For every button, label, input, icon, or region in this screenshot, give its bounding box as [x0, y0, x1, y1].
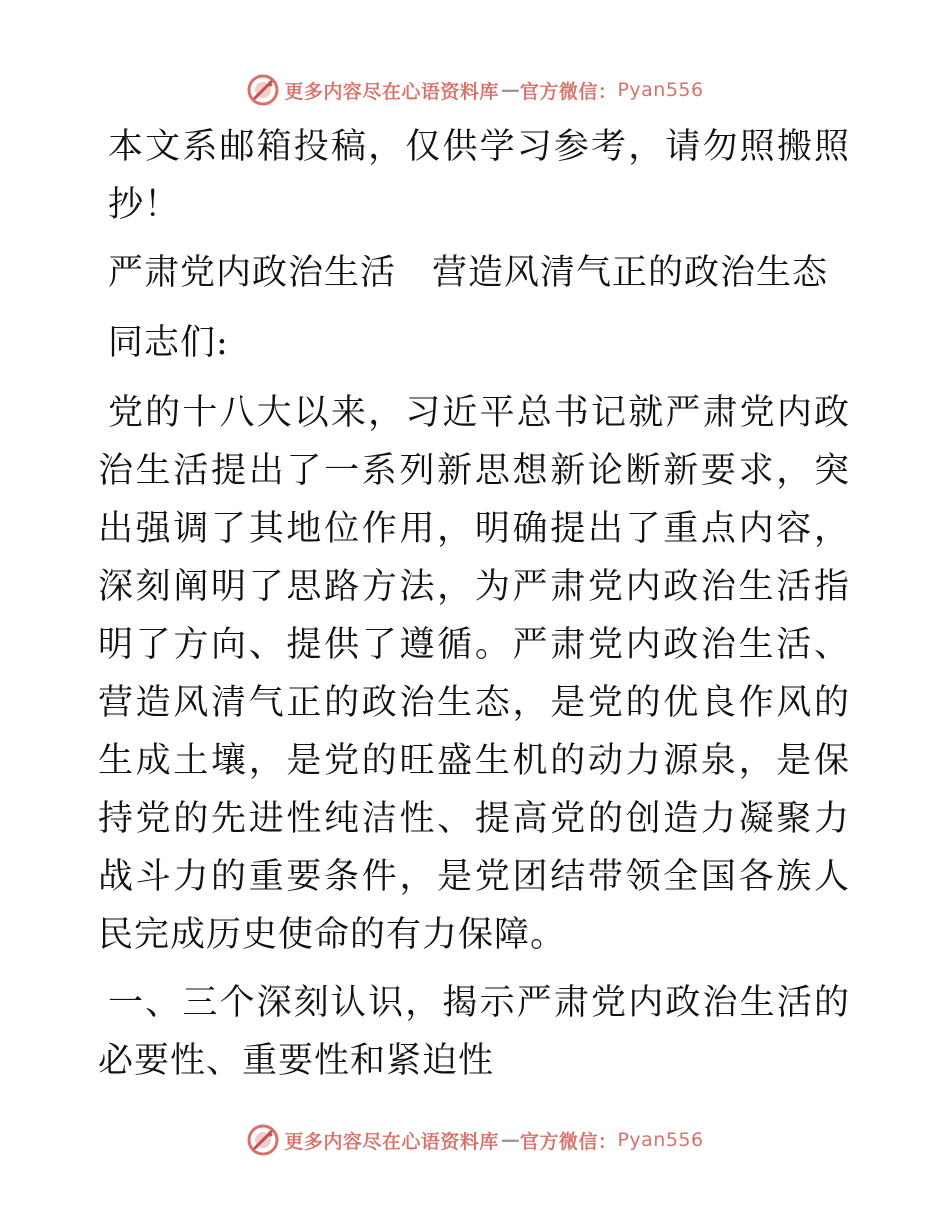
watermark-separator: —	[500, 79, 520, 101]
copyright-notice: 本文系邮箱投稿，仅供学习参考，请勿照搬照抄！	[108, 127, 850, 225]
body-paragraph: 党的十八大以来，习近平总书记就严肃党内政治生活提出了一系列新思想新论断新要求，突出强调了其地位作用，明确提出了重点内容，深刻阐明了思路方法，为严肃党内政治生活指明了方向、提供了遵循。严肃党内政治生活、营造风清气正的政治生态，是党的优良作风的生成土壤，是党的旺盛生机的动力源泉，是保持党的先进性纯洁性、提高党的创造力凝聚力战斗力的重要条件，是党团结带领全国各族人民完成历史使命的有力保障。	[98, 393, 850, 955]
footer-watermark	[0, 1120, 950, 1160]
watermark-wechat-id: Pyan556	[617, 1129, 704, 1151]
watermark-main-text: 更多内容尽在心语资料库	[284, 80, 499, 103]
watermark-main-text: 更多内容尽在心语资料库	[284, 1130, 499, 1153]
seal-logo-icon	[246, 73, 280, 107]
section-heading: 一、三个深刻认识，揭示严肃党内政治生活的必要性、重要性和紧迫性	[98, 983, 850, 1081]
watermark-wechat-id: Pyan556	[617, 79, 704, 101]
seal-logo-icon	[246, 1123, 280, 1157]
watermark-wechat-label: 官方微信：	[519, 80, 618, 103]
document-title: 严肃党内政治生活 营造风清气正的政治生态	[108, 253, 829, 293]
header-watermark	[0, 70, 950, 110]
watermark-wechat-label: 官方微信：	[519, 1130, 618, 1153]
document-body	[98, 118, 850, 1090]
greeting: 同志们:	[108, 323, 229, 363]
watermark-separator: —	[500, 1129, 520, 1151]
